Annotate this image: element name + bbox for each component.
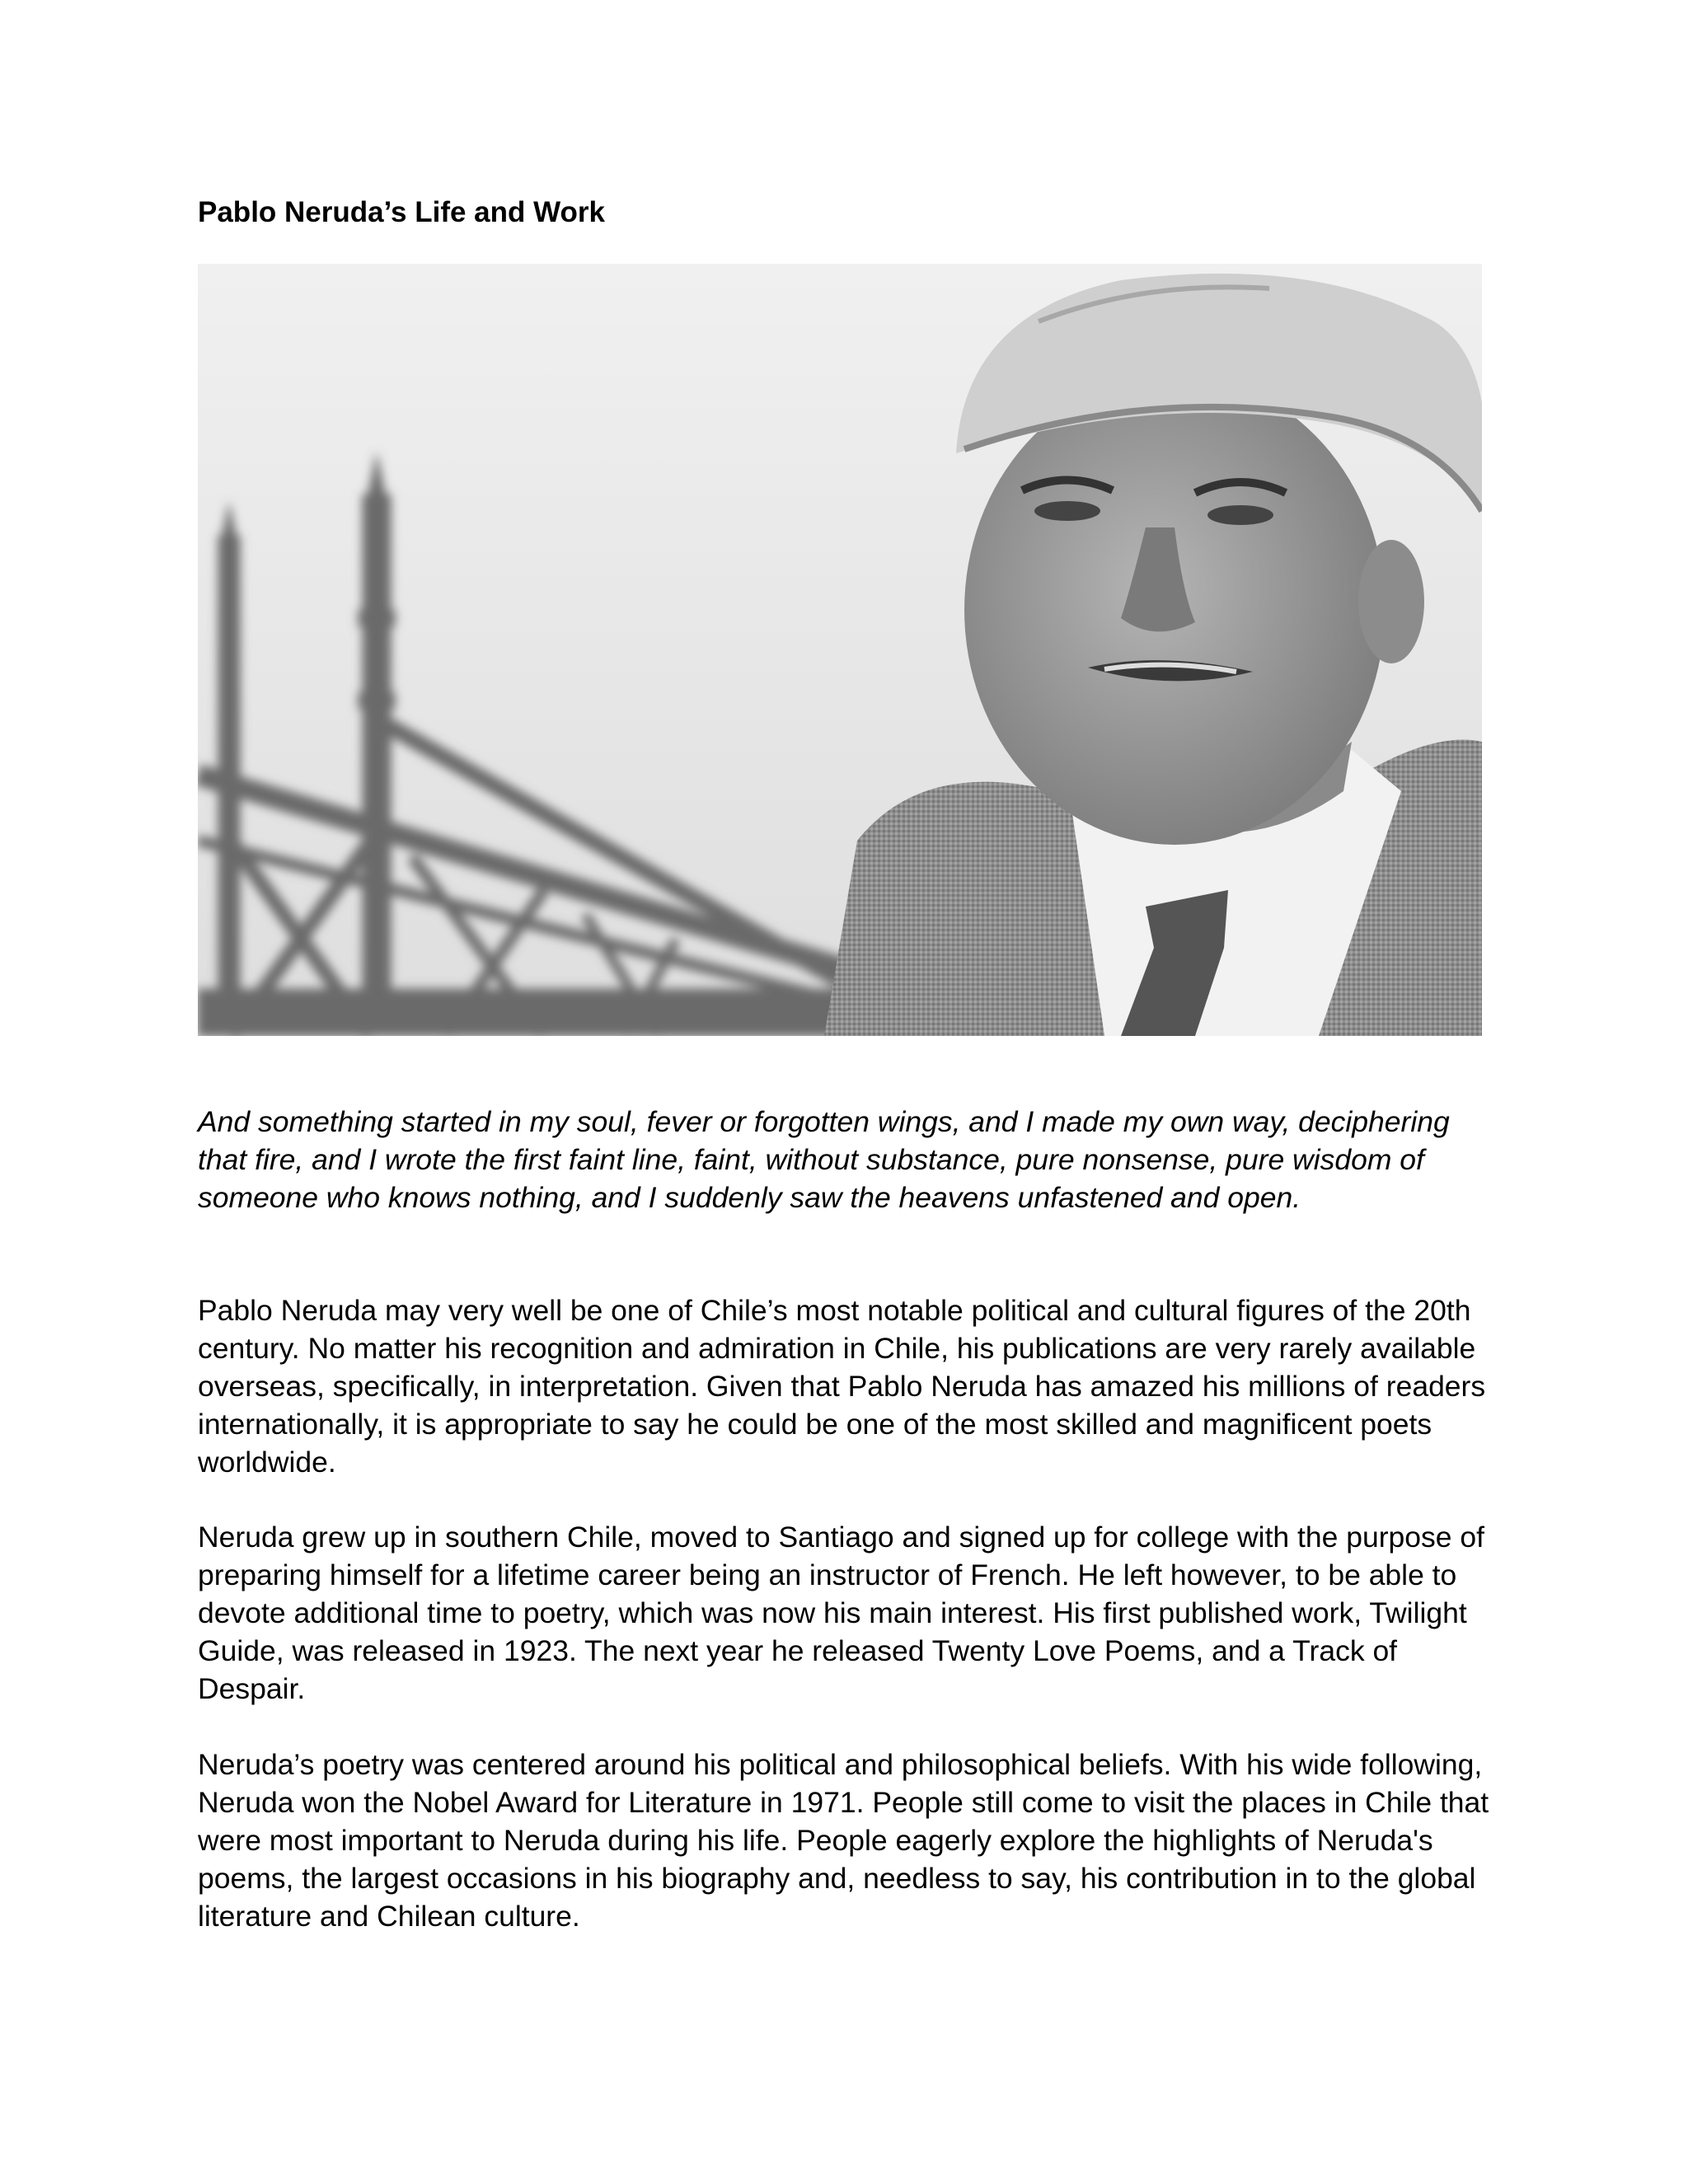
body-paragraph: Pablo Neruda may very well be one of Chile’s most notable political and cultural figures of the 20th century. No matter his recognition and admiration in Chile, his publications are very rarely available overseas, specifically, in interpretation. Given that Pablo Neruda has amazed his millions of readers internationally, it is appropriate to say he could be one of the most skilled and magnificent poets worldwide. <box>198 1294 1486 1479</box>
portrait-photo <box>198 264 1482 1036</box>
document-title: Pablo Neruda’s Life and Work <box>198 196 605 228</box>
portrait-photo-icon <box>198 264 1482 1036</box>
body-paragraph: Neruda grew up in southern Chile, moved to Santiago and signed up for college with the purpose of preparing himself for a lifetime career being an instructor of French. He left however, to be able to devote additional time to poetry, which was now his main interest. His first published work, Twilight Guide, was released in 1923. The next year he released Twenty Love Poems, and a Track of Despair. <box>198 1521 1485 1705</box>
epigraph-quote: And something started in my soul, fever or forgotten wings, and I made my own way, deciphering that fire, and I wrote the first faint line, faint, without substance, pure nonsense, pure wisdom of someone who knows nothing, and I suddenly saw the heavens unfastened and open. <box>198 1105 1450 1214</box>
body-paragraph: Neruda’s poetry was centered around his political and philosophical beliefs. With his wide following, Neruda won the Nobel Award for Literature in 1971. People still come to visit the places in Chile that were most important to Neruda during his life. People eagerly explore the highlights of Neruda's poems, the largest occasions in his biography and, needless to say, his contribution in to the global literature and Chilean culture. <box>198 1748 1489 1933</box>
